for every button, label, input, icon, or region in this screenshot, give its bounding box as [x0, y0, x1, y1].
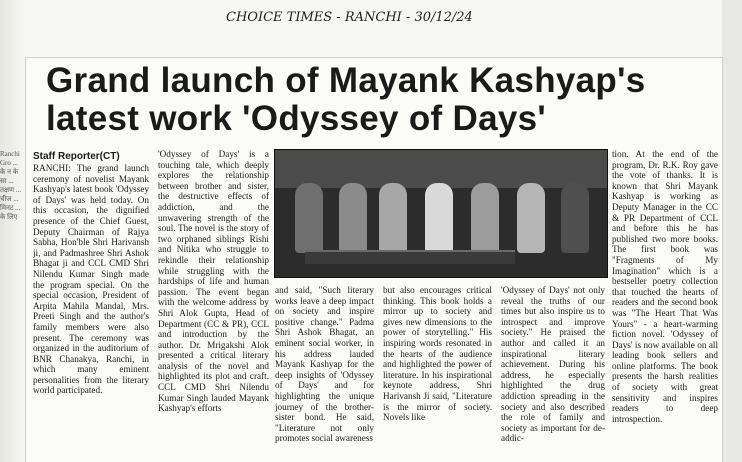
person-figure [425, 183, 453, 253]
person-figure [517, 183, 545, 253]
column-4-text: but also encourages critical thinking. This book holds a mirror up to society and gives new dimensions to the power of storytelling." His inspiring words resonated in the hearts of the audience and highlighted the power of literature. In his inspirational keynote address, Shri Harivansh Ji said, "Literature is the mirror of society. Novels like [383, 285, 492, 423]
column-2-text: 'Odyssey of Days' is a touching tale, which deeply explores the relationship between brother and sister, the destructive effects of addiction, and the unwavering strength of the soul. The novel is the story of two orphaned siblings Rishi and Nitika who struggle to rekindle their relationship while struggling with the hardships of life and human passion. The event began with the welcome address by Shri Alok Gupta, Head of Department (CC & PR), CCL and introduction by the author. Dr. Mrigakshi Alok presented a critical literary analysis of the novel and highlighted its plot and craft. CCL CMD Shri Nilendu Kumar Singh lauded Mayank Kashyap's efforts [158, 149, 269, 414]
article-column-6 [612, 149, 718, 458]
handwritten-dateline: CHOICE TIMES - RANCHI - 30/12/24 [226, 10, 473, 25]
person-figure [295, 183, 323, 253]
person-figure [471, 183, 499, 253]
person-figure [339, 183, 367, 253]
adjacent-clipping-text: Ranchi Gro ... के न के सा ... तक्षण ... चीज ... मिनट ... के लिए [0, 150, 22, 221]
person-figure [379, 183, 407, 253]
column-3-text: and said, "Such literary works leave a deep impact on society and inspire positive change." Padma Shri Ashok Bhagat, an eminent social worker, in his address lauded Mayank Kashyap for the deep insights of 'Odyssey of Days' and for highlighting the unique journey of the brother-sister bond. He said, "Literature not only promotes social awareness [275, 285, 374, 444]
background-right-strip [722, 0, 742, 462]
article-column-2 [158, 149, 269, 458]
article-headline: Grand launch of Mayank Kashyap's latest work 'Odyssey of Days' [46, 61, 646, 138]
column-5-text: 'Odyssey of Days' not only reveal the truths of our times but also inspire us to introspect and improve society." He praised the author and called it an inspirational literary achievement. During his address, he especially highlighted the drug addiction spreading in the society and also described the role of family and society as important for de-addic- [501, 285, 605, 444]
article-column-3 [275, 285, 374, 458]
article-column-4 [383, 285, 492, 458]
person-figure [561, 183, 589, 253]
column-1-text: RANCHI: The grand launch ceremony of novelist Mayank Kashyap's latest book 'Odyssey of Days' was held today. On this occasion, the dignified presence of the Chief Guest, Deputy Chairman of Rajya Sabha, Hon'ble Shri Harivansh ji, and Padmashree Shri Ashok Bhagat ji and CCL CMD Shri Nilendu Kumar Singh made the program special. On the special occasion, President of Arpita Mahila Mandal, Mrs. Preeti Singh and the author's family members were also present. The ceremony was organized in the auditorium of BNR Chanakya, Ranchi, in which many eminent personalities from the literary world participated. [33, 163, 149, 396]
column-6-text: tion. At the end of the program, Dr. R.K. Roy gave the vote of thanks. It is known that Shri Mayank Kashyap is working as Deputy Manager in the CC & PR Department of CCL and before this he has published two more books. The first book was "Fragments of My Imagination" which is a bestseller poetry collection that touched the hearts of readers and the second book was "The Heart That Was Yours" - a heart-warming fiction novel. 'Odyssey of Days' is now available on all leading book sellers and online platforms. The book presents the harsh realities of society with great sensitivity and inspires readers to deep introspection. [612, 149, 718, 424]
event-photo [274, 149, 608, 278]
article-column-5 [501, 285, 605, 458]
byline: Staff Reporter(CT) [33, 151, 120, 162]
article-column-1 [33, 163, 149, 458]
stage-table [305, 250, 515, 264]
